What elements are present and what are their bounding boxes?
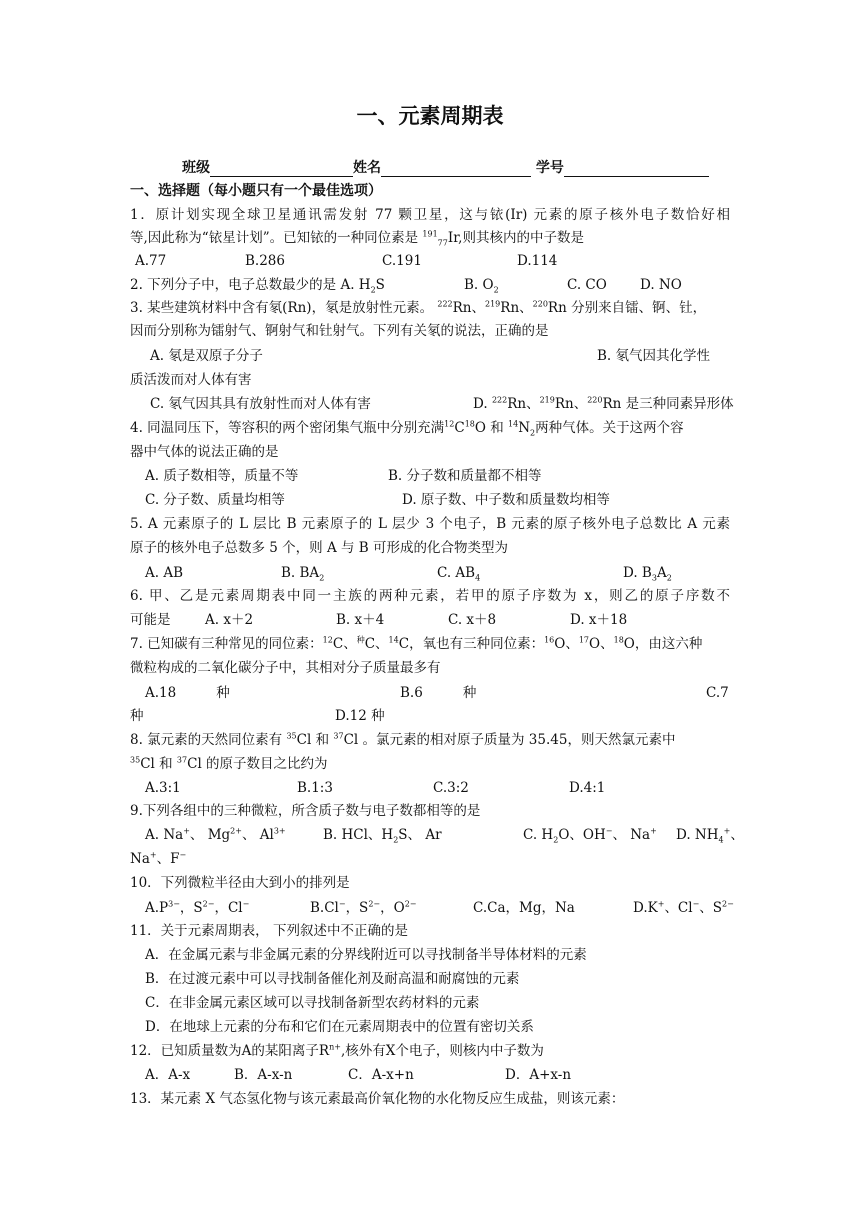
page-title: 一、元素周期表: [356, 104, 504, 128]
q12-option-a[interactable]: A．A-x: [145, 1067, 191, 1083]
q12-line1: 12．已知质量数为A的某阳离子$R^{n+}$,核外有X个电子，则核内中子数为: [130, 1042, 544, 1059]
q3-option-b[interactable]: B. 氡气因其化学性: [597, 348, 711, 364]
q5-option-c[interactable]: C. $AB_4$: [437, 565, 481, 583]
q5-option-b[interactable]: B. $BA_2$: [281, 565, 325, 583]
q1-option-c[interactable]: C.191: [382, 253, 422, 269]
q3-line1: 3. 某些建筑材料中含有氡(Rn)，氡是放射性元素。 $^{222}$Rn、$^{219}$Rn、$^{220}$Rn 分别来自镭、锕、钍，: [130, 299, 707, 316]
class-field[interactable]: [210, 162, 353, 177]
q3-option-d[interactable]: D. $^{222}$Rn、$^{219}$Rn、$^{220}$Rn 是三种同素异形体: [473, 395, 734, 412]
q8-option-c[interactable]: C.3:2: [433, 780, 469, 796]
q4-line2: 器中气体的说法正确的是: [130, 444, 279, 460]
q11-option-c[interactable]: C．在非金属元素区域可以寻找制备新型农药材料的元素: [145, 995, 480, 1011]
q6-line2: 可能是: [130, 612, 171, 628]
q4-option-b[interactable]: B. 分子数和质量都不相等: [388, 468, 542, 484]
q3-option-a[interactable]: A. 氡是双原子分子: [150, 348, 263, 364]
q12-option-b[interactable]: B．A-x-n: [234, 1067, 293, 1083]
q1-option-a[interactable]: A.77: [135, 253, 167, 269]
q2-option-d[interactable]: D. NO: [640, 277, 682, 293]
q9-option-d[interactable]: D. $NH_4^+$、: [676, 826, 744, 845]
q2-option-b[interactable]: B. $O_2$: [464, 277, 499, 295]
q11-option-d[interactable]: D．在地球上元素的分布和它们在元素周期表中的位置有密切关系: [145, 1019, 534, 1035]
q6-option-a[interactable]: A. x＋2: [205, 612, 254, 628]
q7-option-a[interactable]: A.18 种: [145, 685, 230, 701]
q8-line2: $^{35}$Cl 和 $^{37}$Cl 的原子数目之比约为: [130, 755, 328, 772]
q4-option-a[interactable]: A. 质子数相等，质量不等: [145, 468, 299, 484]
q11-option-b[interactable]: B．在过渡元素中可以寻找制备催化剂及耐高温和耐腐蚀的元素: [145, 971, 520, 987]
q9-option-b[interactable]: B. HCl、$H_2S$、 Ar: [323, 827, 442, 845]
q9-option-c[interactable]: C. $H_2O$、OH−、 Na+: [523, 826, 657, 845]
student-info: [182, 157, 709, 177]
q9-option-d-cont: Na+、F−: [130, 850, 187, 867]
q11-option-a[interactable]: A．在金属元素与非金属元素的分界线附近可以寻找制备半导体材料的元素: [145, 947, 587, 963]
q3-option-c[interactable]: C. 氡气因其具有放射性而对人体有害: [150, 396, 371, 412]
q4-line1: 4. 同温同压下，等容积的两个密闭集气瓶中分别充满$^{12}C^{18}O$ 和 $^{14}N_2$两种气体。关于这两个容: [130, 419, 684, 438]
q3-line2: 因而分别称为镭射气、锕射气和钍射气。下列有关氡的说法，正确的是: [130, 323, 549, 339]
class-label: 班级: [182, 160, 210, 176]
name-field[interactable]: [381, 162, 531, 177]
q4-option-c[interactable]: C. 分子数、质量均相等: [145, 492, 285, 508]
q6-option-b[interactable]: B. x＋4: [336, 612, 385, 628]
q7-option-d[interactable]: D.12 种: [335, 708, 385, 724]
q12-option-c[interactable]: C．A-x+n: [348, 1067, 414, 1083]
q13-line1: 13．某元素 X 气态氢化物与该元素最高价氧化物的水化物反应生成盐，则该元素：: [130, 1091, 625, 1107]
q10-option-c[interactable]: C.Ca，Mg，Na: [473, 900, 575, 916]
q10-option-a[interactable]: $A.P^{3-}$，$S^{2-}$，Cl−: [145, 899, 250, 916]
q5-line1: 5. A 元素原子的 L 层比 B 元素原子的 L 层少 3 个电子，B 元素的原子核外电子总数比 A 元素: [130, 516, 730, 532]
q5-line2: 原子的核外电子总数多 5 个，则 A 与 B 可形成的化合物类型为: [130, 540, 509, 556]
q10-option-b[interactable]: B.Cl−，$S^{2-}$，$O^{2-}$: [310, 899, 417, 916]
q1-option-b[interactable]: B.286: [245, 253, 285, 269]
q8-line1: 8. 氯元素的天然同位素有 $^{35}$Cl 和 $^{37}$Cl 。氯元素的相对原子质量为 35.45，则天然氯元素中: [130, 731, 676, 748]
q2-line: 2. 下列分子中，电子总数最少的是 A. $H_2S$: [130, 277, 385, 295]
q9-option-a[interactable]: A. Na+、 $Mg^{2+}$、 $Al^{3+}$: [145, 826, 286, 843]
q7-line2: 微粒构成的二氧化碳分子中，其相对分子质量最多有: [130, 660, 441, 676]
q1-option-d[interactable]: D.114: [517, 253, 558, 269]
q10-line1: 10．下列微粒半径由大到小的排列是: [130, 875, 350, 891]
q8-option-d[interactable]: D.4:1: [569, 780, 606, 796]
section-heading: 一、选择题（每小题只有一个最佳选项）: [130, 183, 382, 199]
name-label: 姓名: [353, 160, 381, 176]
q6-option-c[interactable]: C. x＋8: [448, 612, 497, 628]
id-field[interactable]: [564, 162, 709, 177]
q1-line1: 1．原计划实现全球卫星通讯需发射 77 颗卫星，这与铱(Ir) 元素的原子核外电子数恰好相: [130, 207, 730, 223]
q5-option-a[interactable]: A. AB: [145, 565, 184, 581]
q3-line4: 质活泼而对人体有害: [130, 372, 252, 388]
q7-option-c[interactable]: C.7: [706, 685, 729, 701]
q2-option-c[interactable]: C. CO: [567, 277, 607, 293]
q9-line1: 9.下列各组中的三种微粒，所含质子数与电子数都相等的是: [130, 803, 481, 819]
q5-option-d[interactable]: D. $B_3A_2$: [623, 565, 672, 583]
q10-option-d[interactable]: D.K+、Cl−、$S^{2-}$: [633, 899, 734, 916]
id-label: 学号: [535, 160, 564, 176]
q7-option-b[interactable]: B.6 种: [400, 685, 477, 701]
q12-option-d[interactable]: D．A+x-n: [505, 1067, 572, 1083]
q8-option-b[interactable]: B.1:3: [297, 780, 333, 796]
q4-option-d[interactable]: D. 原子数、中子数和质量数均相等: [402, 492, 610, 508]
q1-line2: 等,因此称为“铱星计划”。已知铱的一种同位素是 $^{191}_{77}$Ir,则其核内的中子数是: [130, 229, 584, 248]
q7-line1: 7. 已知碳有三种常见的同位素：$^{12}$C、$^种$C、$^{14}$C，氧也有三种同位素：$^{16}$O、$^{17}$O、$^{18}$O，由这六种: [130, 635, 703, 652]
q7-option-c-unit: 种: [130, 708, 144, 724]
q6-line1: 6. 甲、乙是元素周期表中同一主族的两种元素，若甲的原子序数为 x，则乙的原子序数不: [130, 588, 730, 604]
q8-option-a[interactable]: A.3:1: [145, 780, 181, 796]
q6-option-d[interactable]: D. x＋18: [570, 612, 628, 628]
q11-line1: 11．关于元素周期表， 下列叙述中不正确的是: [130, 923, 408, 939]
